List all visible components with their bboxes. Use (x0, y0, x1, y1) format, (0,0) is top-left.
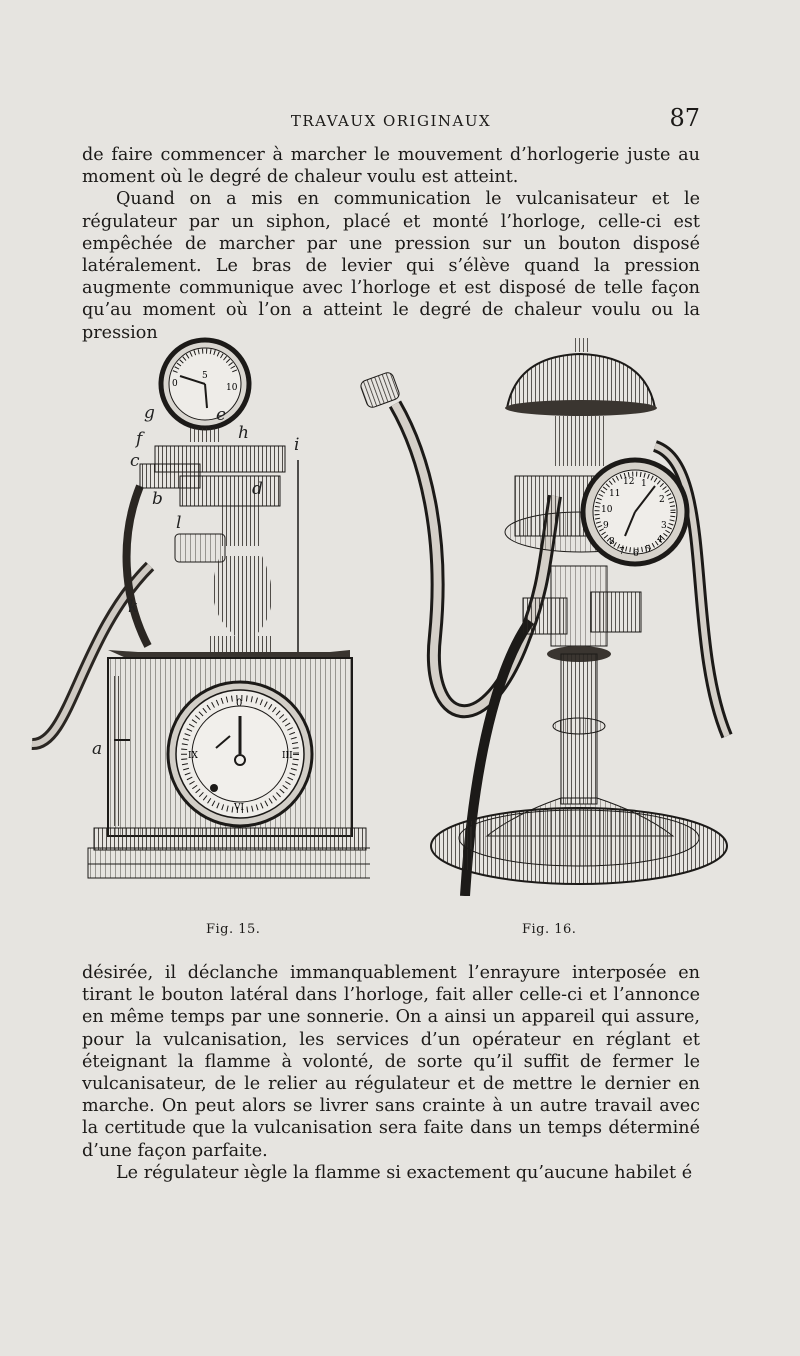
page-number: 87 (669, 104, 700, 132)
paragraph: Le régulateur ıègle la flamme si exactement qu’aucune habilet é (116, 1162, 693, 1183)
gauge-number: 7 (619, 547, 625, 557)
clock-number: III (282, 751, 293, 761)
gauge-number: 9 (603, 521, 609, 531)
clock-number: VI (234, 803, 245, 813)
figure-letter: k (128, 597, 139, 617)
paragraph: désirée, il déclanche immanquablement l’enrayure interposée en tirant le bouton latéral dans l’horloge, fait aller celle-ci et l’annonce en même temps par une sonnerie. On a ainsi un appareil qui assure, pour la vulcanisation, les services d’un opérateur en réglant et éteignant la flamme à volonté, de sorte qu’il suffit de fermer le vulcanisateur, de le relier au régulateur et de mettre le dernier en marche. On peut alors se livrer sans crainte à un autre travail avec la certitude que la vulcanisation sera faite dans un temps déterminé d’une façon parfaite. (82, 963, 700, 1161)
paragraph: Quand on a mis en communication le vulcanisateur et le régulateur par un siphon, placé et monté l’horloge, celle-ci est empêchée de marcher par une pression sur un bouton disposé latéralement. Le bras de levier qui s’élève quand la pression augmente communique avec l’horloge et est disposé de telle façon qu’au moment où l’on a atteint le degré de chaleur voulu ou la pression (82, 189, 700, 343)
paragraph: de faire commencer à marcher le mouvement d’horlogerie juste au moment où le degré de chaleur voulu est atteint. (82, 145, 700, 188)
figure-letter: e (216, 405, 227, 425)
gauge-number: 4 (657, 535, 663, 545)
gauge-number: 10 (601, 505, 613, 515)
gauge-number: 6 (633, 549, 639, 559)
gauge-number: 10 (226, 383, 238, 393)
gauge-number: 11 (609, 489, 621, 499)
gauge-number: 12 (623, 477, 635, 487)
gauge-number: 2 (659, 495, 665, 505)
figure-letter: l (176, 513, 182, 533)
figure-letter: g (144, 403, 155, 423)
figure-letter: i (294, 435, 300, 455)
gauge-number: 0 (172, 379, 178, 389)
running-head (82, 104, 700, 134)
gauge-number: 5 (645, 545, 651, 555)
gauge-number: 1 (641, 479, 647, 489)
figure-letter: f (136, 429, 143, 449)
gauge-number: 3 (661, 521, 667, 531)
text-block-top (82, 144, 700, 344)
figure-16-bell-regulator (355, 336, 735, 896)
clock-number: 0 (236, 698, 243, 709)
running-title: TRAVAUX ORIGINAUX (290, 112, 492, 130)
figure-15-regulator-clock (30, 336, 370, 896)
figure-letter: c (130, 451, 140, 471)
gauge-number: 5 (202, 371, 208, 381)
bell-regulator-illustration (355, 336, 735, 896)
figure-letter: d (252, 479, 263, 499)
regulator-clock-illustration (30, 336, 370, 896)
figure-caption: Fig. 15. (206, 922, 261, 937)
figure-caption: Fig. 16. (522, 922, 577, 937)
figure-letter: b (152, 489, 163, 509)
text-block-bottom (82, 962, 700, 1184)
figure-letter: h (238, 423, 249, 443)
gauge-number: 8 (609, 537, 615, 547)
clock-number: IX (188, 751, 198, 761)
figure-letter: a (92, 739, 103, 759)
